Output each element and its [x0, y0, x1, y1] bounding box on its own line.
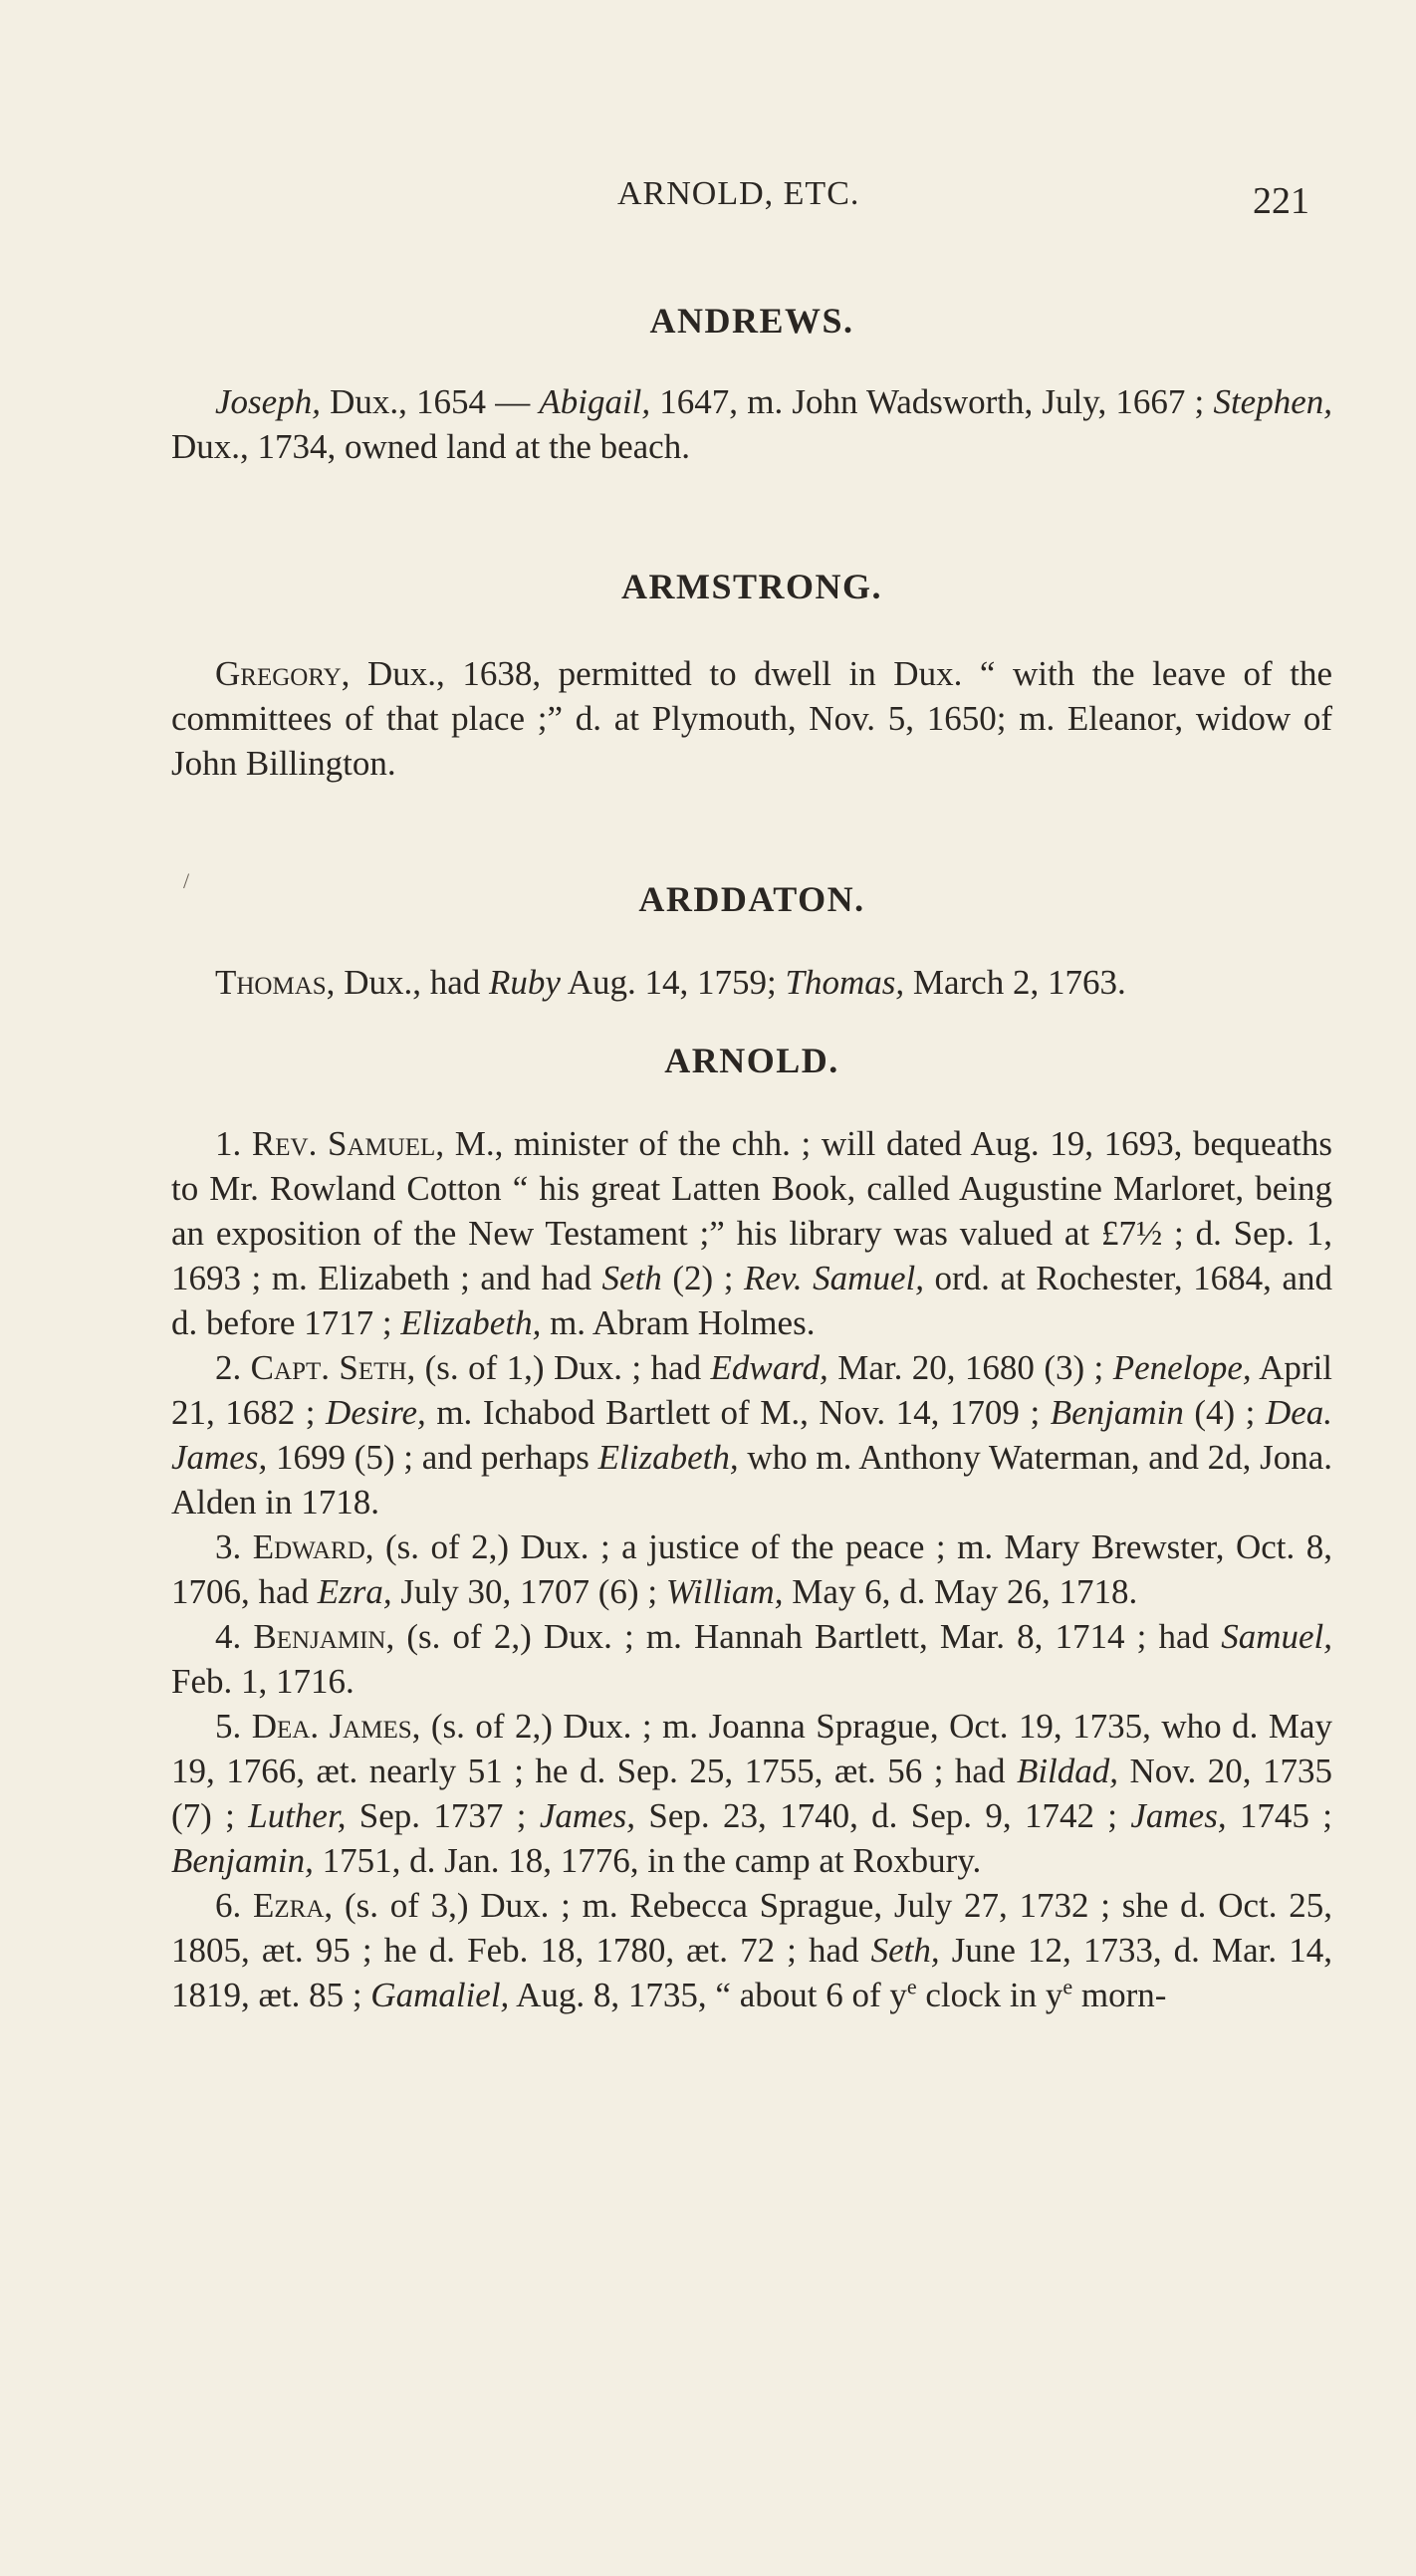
person-name: James, [539, 1796, 636, 1835]
entry-head-name: Rev. Samuel, [251, 1124, 445, 1163]
text: May 6, d. May 26, 1718. [783, 1572, 1138, 1611]
text: 1699 (5) ; and perhaps [267, 1438, 598, 1477]
text: Dux., had [335, 963, 489, 1002]
person-name: Ruby [489, 963, 561, 1002]
text: Mar. 20, 1680 (3) ; [827, 1348, 1113, 1387]
person-name: Elizabeth, [400, 1303, 542, 1342]
person-name: Gregory, [215, 654, 351, 693]
person-name: Bildad, [1016, 1752, 1119, 1790]
person-name: Benjamin, [171, 1841, 314, 1880]
text: April 21, 1682 ; [171, 1348, 1333, 1432]
page-header [0, 167, 1416, 227]
person-name: Samuel, [1221, 1617, 1333, 1656]
text: 1647, m. John Wadsworth, July, 1667 ; [650, 382, 1214, 421]
arnold-entry-3 [171, 1524, 1332, 1614]
text: 1751, d. Jan. 18, 1776, in the camp at Roxbury. [313, 1841, 982, 1880]
person-name: Thomas, [215, 963, 336, 1002]
person-name: Dea. James, [171, 1393, 1332, 1477]
section-title-arnold: ARNOLD. [664, 1041, 839, 1080]
arnold-entry-2 [171, 1345, 1332, 1524]
person-name: Penelope, [1112, 1348, 1252, 1387]
text: Aug. 14, 1759; [560, 963, 786, 1002]
text: m. Ichabod Bartlett of M., Nov. 14, 1709 ; [425, 1393, 1051, 1432]
entry-number: 1. [215, 1124, 252, 1163]
text: (s. of 2,) Dux. ; m. Hannah Bartlett, Mar. 8, 1714 ; had [394, 1617, 1222, 1656]
text: Feb. 1, 1716. [171, 1662, 354, 1701]
entry-number: 4. [215, 1617, 254, 1656]
person-name: James, [1130, 1796, 1227, 1835]
person-name: William, [665, 1572, 784, 1611]
text: Sep. 23, 1740, d. Sep. 9, 1742 ; [635, 1796, 1131, 1835]
armstrong-paragraph [171, 651, 1332, 786]
person-name: Joseph, [215, 382, 321, 421]
person-name: Edward, [710, 1348, 828, 1387]
text: Dux., 1654 — [320, 382, 540, 421]
text: Aug. 8, 1735, “ about 6 of y [509, 1976, 907, 2014]
entry-head-name: Benjamin, [253, 1617, 395, 1656]
person-name: Seth, [870, 1931, 940, 1970]
andrews-paragraph [171, 379, 1332, 469]
stray-mark: / [183, 868, 190, 893]
entry-number: 6. [215, 1886, 254, 1925]
text: Sep. 1737 ; [346, 1796, 540, 1835]
arnold-entry-1 [171, 1121, 1332, 1345]
arnold-entry-6 [171, 1883, 1332, 2017]
entry-number: 3. [215, 1527, 253, 1566]
superscript: e [1062, 1974, 1073, 1999]
text: clock in y [916, 1976, 1063, 2014]
text: 1745 ; [1226, 1796, 1332, 1835]
page-body [171, 299, 1332, 2017]
section-title-andrews: ANDREWS. [649, 301, 854, 341]
person-name: Abigail, [539, 382, 651, 421]
running-head: ARNOLD, ETC. [617, 175, 860, 212]
person-name: Desire, [326, 1393, 426, 1432]
text: Dux., 1734, owned land at the beach. [171, 427, 690, 466]
text: (s. of 3,) Dux. ; m. Rebecca Sprague, July 27, 1732 ; she d. Oct. 25, 1805, æt. 95 ; he d. Feb. 18, 1780, æt. 72 ; had [171, 1886, 1333, 1970]
entry-number: 5. [215, 1707, 252, 1746]
person-name: Elizabeth, [597, 1438, 739, 1477]
text: (s. of 2,) Dux. ; m. Joanna Sprague, Oct. 19, 1735, who d. May 19, 1766, æt. nearly 51 ; he d. Sep. 25, 1755, æt. 56 ; had [171, 1707, 1333, 1790]
person-name: Seth [601, 1259, 662, 1297]
text: morn- [1072, 1976, 1167, 2014]
entry-head-name: Edward, [252, 1527, 374, 1566]
arddaton-paragraph [171, 960, 1332, 1005]
text: (s. of 2,) Dux. ; a justice of the peace ; m. Mary Brewster, Oct. 8, 1706, had [171, 1527, 1332, 1611]
person-name: Thomas, [785, 963, 905, 1002]
text: (4) ; [1183, 1393, 1266, 1432]
text: July 30, 1707 (6) ; [391, 1572, 666, 1611]
entry-number: 2. [215, 1348, 251, 1387]
entry-head-name: Dea. James, [251, 1707, 421, 1746]
text: (2) ; [661, 1259, 745, 1297]
text: March 2, 1763. [904, 963, 1126, 1002]
person-name: Rev. Samuel, [744, 1259, 924, 1297]
person-name: Luther, [248, 1796, 347, 1835]
person-name: Ezra, [317, 1572, 392, 1611]
person-name: Gamaliel, [370, 1976, 510, 2014]
person-name: Benjamin [1050, 1393, 1184, 1432]
entry-head-name: Capt. Seth, [250, 1348, 416, 1387]
text: ord. at Rochester, 1684, and d. before 1717 ; [171, 1259, 1332, 1342]
section-title-armstrong: ARMSTRONG. [620, 567, 882, 606]
arnold-entry-5 [171, 1704, 1332, 1883]
text: Nov. 20, 1735 (7) ; [171, 1752, 1332, 1835]
text: M., minister of the chh. ; will dated Aug. 19, 1693, bequeaths to Mr. Rowland Cotton “ his great Latten Book, called Augustine Marloret, being an exposition of the New Testament ;” his library was valued at £7½ ; d. Sep. 1, 1693 ; m. Elizabeth ; and had [171, 1124, 1332, 1297]
arnold-entry-4 [171, 1614, 1332, 1704]
text: who m. Anthony Waterman, and 2d, Jona. Alden in 1718. [171, 1438, 1332, 1522]
page-number: 221 [1253, 180, 1309, 222]
text: m. Abram Holmes. [541, 1303, 816, 1342]
person-name: Stephen, [1213, 382, 1332, 421]
text: Dux., 1638, permitted to dwell in Dux. “ with the leave of the committees of that place ;” d. at Plymouth, Nov. 5, 1650; m. Eleanor, widow of John Billington. [171, 654, 1332, 783]
text: June 12, 1733, d. Mar. 14, 1819, æt. 85 ; [171, 1931, 1332, 2014]
text: (s. of 1,) Dux. ; had [415, 1348, 711, 1387]
entry-head-name: Ezra, [253, 1886, 334, 1925]
superscript: e [906, 1974, 917, 1999]
section-title-arddaton: ARDDATON. [638, 879, 865, 919]
